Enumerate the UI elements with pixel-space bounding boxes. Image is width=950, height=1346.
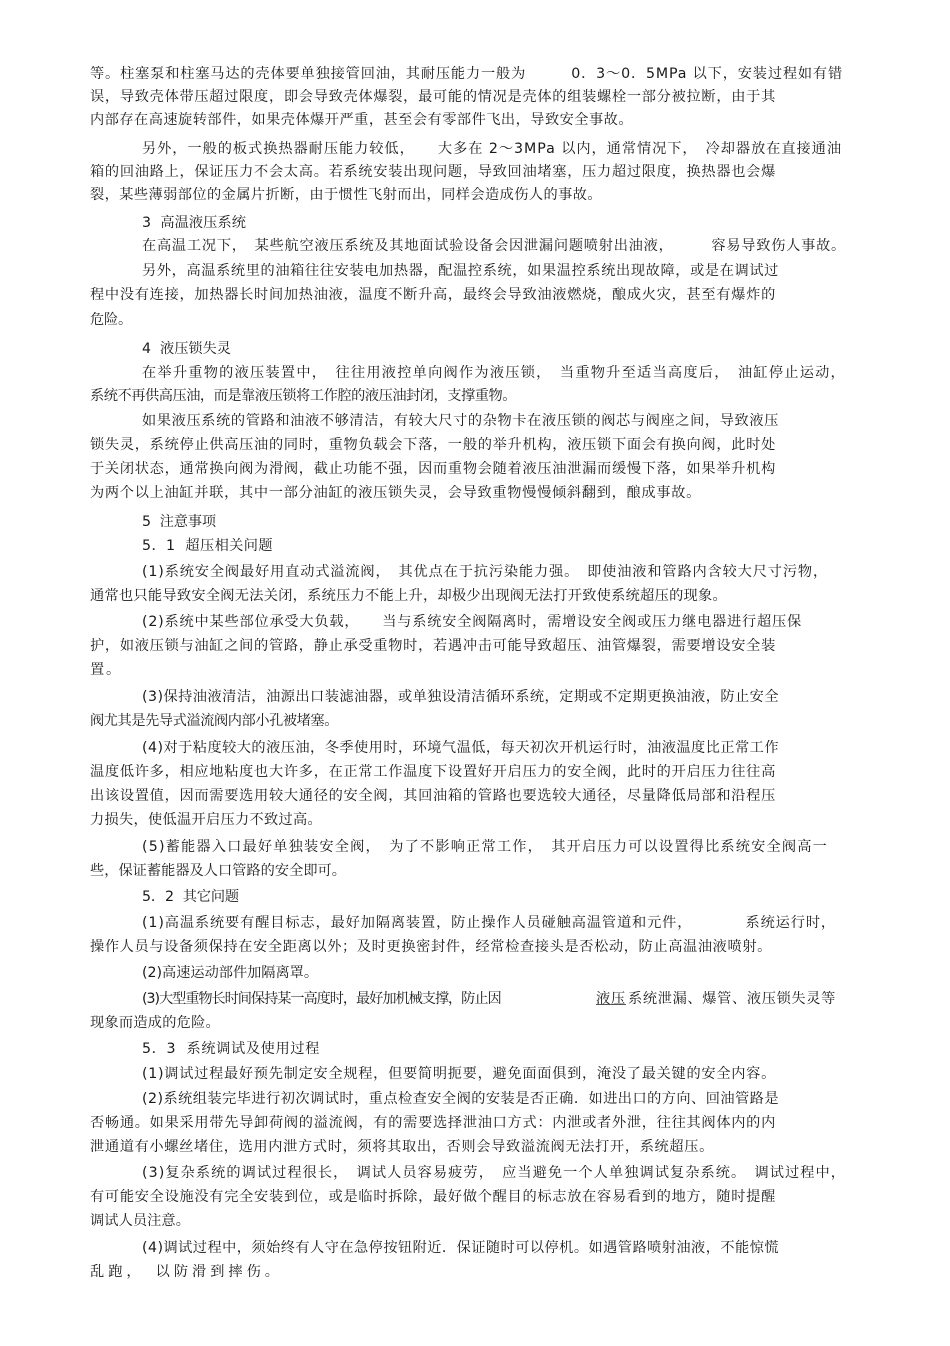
text-line: 力损失，使低温开启压力不致过高。 bbox=[90, 812, 322, 828]
text-line: 护，如液压锁与油缸之间的管路，静止承受重物时，若遇冲击可能导致超压、油管爆裂，需要增设安全装 bbox=[90, 638, 776, 654]
text-line: 阀尤其是先导式溢流阀内部小孔被堵塞。 bbox=[90, 713, 338, 729]
text-line: (3)大型重物长时间保持某一高度时，最好加机械支撑，防止因 bbox=[142, 991, 541, 1007]
text-line: 出该设置值，因而需要选用较大通径的安全阀，其回油箱的管路也要选较大通径，尽量降低局部和沿程压 bbox=[90, 788, 776, 804]
text-line: 裂，某些薄弱部位的金属片折断，由于惯性飞射而出，同样会造成伤人的事故。 bbox=[90, 187, 602, 203]
text-line: 乱跑， 以防滑到摔伤。 bbox=[90, 1264, 283, 1280]
text-line: (1)高温系统要有醒目标志，最好加隔离装置，防止操作人员碰触高温管道和元件， 系统运行时， bbox=[142, 915, 836, 931]
text-line: 5．2 其它问题 bbox=[142, 889, 239, 905]
text-line: 另外，一般的板式换热器耐压能力较低， 大多在 2～3MPa 以内，通常情况下， 冷却器放在直接通油 bbox=[142, 141, 842, 157]
text-line: 如果液压系统的管路和油液不够清洁，有较大尺寸的杂物卡在液压锁的阀芯与阀座之间，导致液压 bbox=[142, 413, 779, 429]
text-line: 否畅通。如果采用带先导卸荷阀的溢流阀，有的需要选择泄油口方式：内泄或者外泄，往往其阀体内的内 bbox=[90, 1115, 776, 1131]
text-line: (2)系统中某些部位承受大负载， 当与系统安全阀隔离时，需增设安全阀或压力继电器进行超压保 bbox=[142, 614, 803, 630]
text-line: 现象而造成的危险。 bbox=[90, 1015, 220, 1031]
underlined-term: 液压 bbox=[596, 991, 626, 1007]
text-line: 置。 bbox=[90, 662, 122, 678]
text-line: 5 注意事项 bbox=[142, 514, 216, 530]
text-line: 些，保证蓄能器及人口管路的安全即可。 bbox=[90, 863, 346, 879]
text-line: 通常也只能导致安全阀无法关闭，系统压力不能上升，却极少出现阀无法打开致使系统超压的现象。 bbox=[90, 588, 727, 604]
text-line: 温度低许多，相应地粘度也大许多，在正常工作温度下设置好开启压力的安全阀，此时的开启压力往往高 bbox=[90, 764, 776, 780]
text-line: 5．1 超压相关问题 bbox=[142, 538, 273, 554]
text-line: (4)调试过程中，须始终有人守在急停按钮附近．保证随时可以停机。如遇管路喷射油液，不能惊慌 bbox=[142, 1240, 779, 1256]
text-line: 调试人员注意。 bbox=[90, 1213, 190, 1229]
text-line: 误，导致壳体带压超过限度，即会导致壳体爆裂，最可能的情况是壳体的组装螺栓一部分被拉断，由于其 bbox=[90, 89, 776, 105]
text-line: 箱的回油路上，保证压力不会太高。若系统安装出现问题，导致回油堵塞，压力超过限度，换热器也会爆 bbox=[90, 164, 776, 180]
text-line: 锁失灵，系统停止供高压油的同时，重物负载会下落，一般的举升机构，液压锁下面会有换向阀，此时处 bbox=[90, 437, 776, 453]
text-line: 4 液压锁失灵 bbox=[142, 341, 231, 357]
text-line: 有可能安全设施没有完全安装到位，或是临时拆除，最好做个醒目的标志放在容易看到的地方，随时提醒 bbox=[90, 1189, 776, 1205]
text-line: 等。柱塞泵和柱塞马达的壳体要单独接管回油，其耐压能力一般为 0．3～0．5MPa 以下，安装过程如有错 bbox=[90, 66, 844, 82]
text-line: (1)调试过程最好预先制定安全规程，但要简明扼要，避免面面俱到，淹没了最关键的安全内容。 bbox=[142, 1066, 776, 1082]
text-line: 内部存在高速旋转部件，如果壳体爆开严重，甚至会有零部件飞出，导致安全事故。 bbox=[90, 112, 633, 128]
text-line: 危险。 bbox=[90, 312, 132, 328]
text-line: (2)高速运动部件加隔离罩。 bbox=[142, 965, 318, 981]
text-line: (5)蓄能器入口最好单独装安全阀， 为了不影响正常工作， 其开启压力可以设置得比系统安全阀高一 bbox=[142, 839, 828, 855]
text-line: 在举升重物的液压装置中， 往往用液控单向阀作为液压锁， 当重物升至适当高度后， 油缸停止运动， bbox=[142, 365, 846, 381]
text-line: 系统泄漏、爆管、液压锁失灵等 bbox=[628, 991, 836, 1007]
text-line: 于关闭状态，通常换向阀为滑阀，截止功能不强，因而重物会随着液压油泄漏而缓慢下落，如果举升机构 bbox=[90, 461, 776, 477]
text-line: 3 高温液压系统 bbox=[142, 215, 246, 231]
text-line: (4)对于粘度较大的液压油，冬季使用时，环境气温低，每天初次开机运行时，油液温度比正常工作 bbox=[142, 740, 779, 756]
text-line: 程中没有连接，加热器长时间加热油液，温度不断升高，最终会导致油液燃烧，酿成火灾，甚至有爆炸的 bbox=[90, 287, 776, 303]
text-line: (3)复杂系统的调试过程很长， 调试人员容易疲劳， 应当避免一个人单独调试复杂系统。 调试过程中， bbox=[142, 1165, 847, 1181]
text-line: (1)系统安全阀最好用直动式溢流阀， 其优点在于抗污染能力强。 即使油液和管路内含较大尺寸污物， bbox=[142, 564, 829, 580]
text-line: 系统不再供高压油，而是靠液压锁将工作腔的液压油封闭，支撑重物。 bbox=[90, 388, 516, 404]
text-line: 操作人员与设备须保持在安全距离以外；及时更换密封件，经常检查接头是否松动，防止高温油液喷射。 bbox=[90, 939, 772, 955]
text-line: 另外，高温系统里的油箱往往安装电加热器，配温控系统，如果温控系统出现故障，或是在调试过 bbox=[142, 263, 779, 279]
text-line: (2)系统组装完毕进行初次调试时，重点检查安全阀的安装是否正确．如进出口的方向、回油管路是 bbox=[142, 1091, 779, 1107]
text-line: (3)保持油液清洁，油源出口装滤油器，或单独设清洁循环系统，定期或不定期更换油液，防止安全 bbox=[142, 689, 779, 705]
text-line: 为两个以上油缸并联，其中一部分油缸的液压锁失灵，会导致重物慢慢倾斜翻到，酿成事故。 bbox=[90, 485, 702, 501]
text-line: 在高温工况下， 某些航空液压系统及其地面试验设备会因泄漏问题喷射出油液， 容易导致伤人事故。 bbox=[142, 238, 847, 254]
text-line: 5．3 系统调试及使用过程 bbox=[142, 1041, 320, 1057]
text-line: 泄通道有小螺丝堵住，选用内泄方式时，须将其取出，否则会导致溢流阀无法打开，系统超压。 bbox=[90, 1139, 714, 1155]
